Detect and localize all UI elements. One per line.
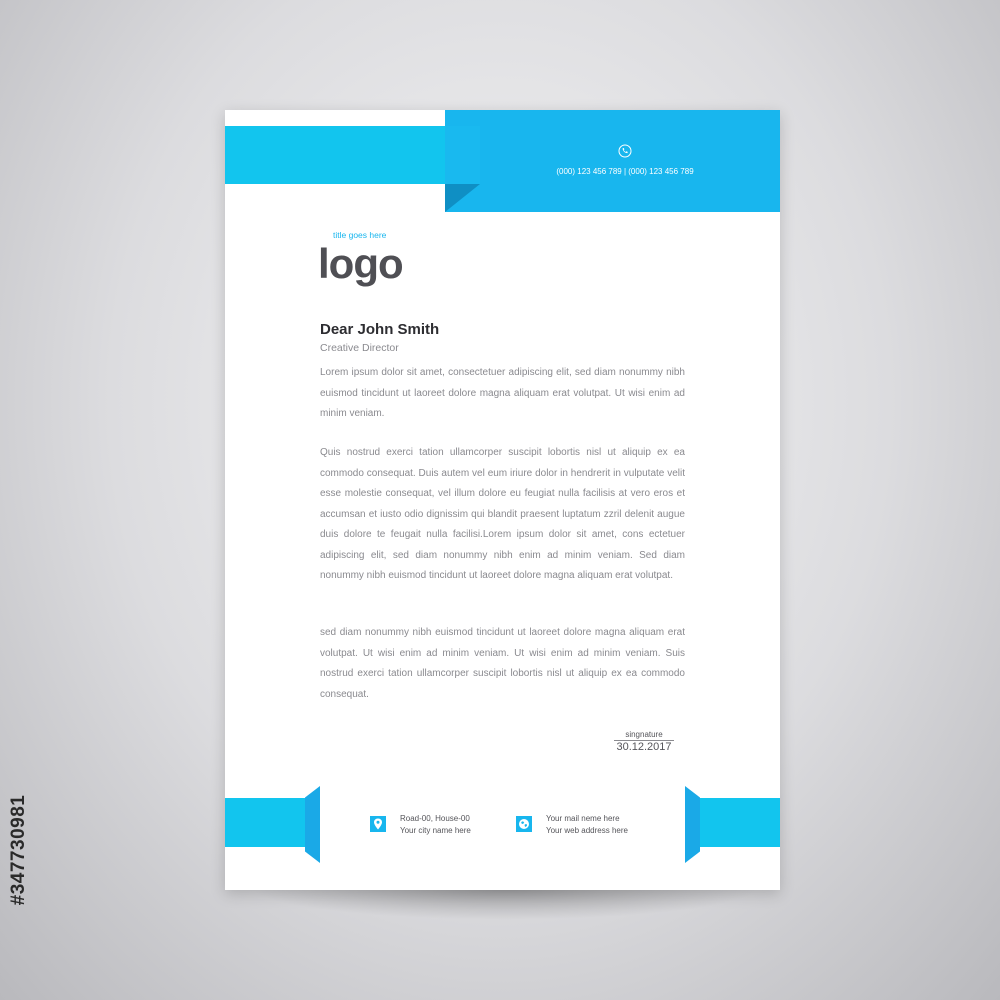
recipient-greeting: Dear John Smith	[320, 321, 440, 338]
body-paragraph-1: Lorem ipsum dolor sit amet, consectetuer adipiscing elit, sed diam nonummy nibh euismod tincidunt ut laoreet dolore magna aliquam erat volutpat. Ut wisi enim ad minim veniam.	[320, 367, 685, 419]
header-fold-shade	[445, 126, 480, 184]
signature-label: singnature	[614, 730, 674, 741]
stock-id-label	[4, 765, 34, 935]
location-pin-icon	[370, 816, 386, 832]
header-fold	[445, 184, 480, 212]
mail-line: Your mail neme here	[546, 814, 620, 823]
stock-id-text: #347730981	[8, 794, 29, 906]
footer-band-right	[700, 798, 780, 847]
footer-tab-left	[305, 786, 320, 863]
address-line-2: Your city name here	[400, 826, 471, 835]
body-paragraph-2: Quis nostrud exerci tation ullamcorper suscipit lobortis nisl ut aliquip ex ea commodo consequat. Duis autem vel eum iriure dolor in hendrerit in vulputate velit esse molestie consequat, vel illum dolore eu feugiat nulla facilisis at vero eros et accumsan et iusto odio dignissim qui blandit praesent luptatum zzril delenit augue duis dolore te feugait nulla facilisi.Lorem ipsum dolor sit amet, cons ectetuer adipiscing elit, sed diam nonummy nibh enim ad minim veniam. Sed diam nonummy nibh euismod tincidunt ut laoreet dolore magna aliquam erat volutpat.	[320, 447, 685, 581]
footer-web	[546, 813, 628, 837]
phone-icon	[617, 143, 633, 159]
recipient-role: Creative Director	[320, 342, 399, 354]
address-line-1: Road-00, House-00	[400, 814, 470, 823]
header-band-left	[225, 126, 480, 184]
web-line: Your web address here	[546, 826, 628, 835]
header-band-right	[445, 110, 780, 212]
footer-band-left	[225, 798, 305, 847]
letterhead-page	[225, 110, 780, 890]
footer-tab-right	[685, 786, 700, 863]
globe-icon	[516, 816, 532, 832]
phone-numbers: (000) 123 456 789 | (000) 123 456 789	[556, 167, 694, 176]
footer-address	[400, 813, 471, 837]
signature-date: 30.12.2017	[616, 741, 672, 753]
logo-tagline: title goes here	[333, 230, 387, 240]
logo-wordmark: logo	[318, 240, 403, 287]
body-paragraph-3: sed diam nonummy nibh euismod tincidunt ut laoreet dolore magna aliquam erat volutpat. Ut wisi enim ad minim veniam. Ut wisi enim ad minim veniam. Suis nostrud exerci tation ullamcorper suscipit lobortis nisl ut aliquip ex ea commodo consequat.	[320, 627, 685, 700]
